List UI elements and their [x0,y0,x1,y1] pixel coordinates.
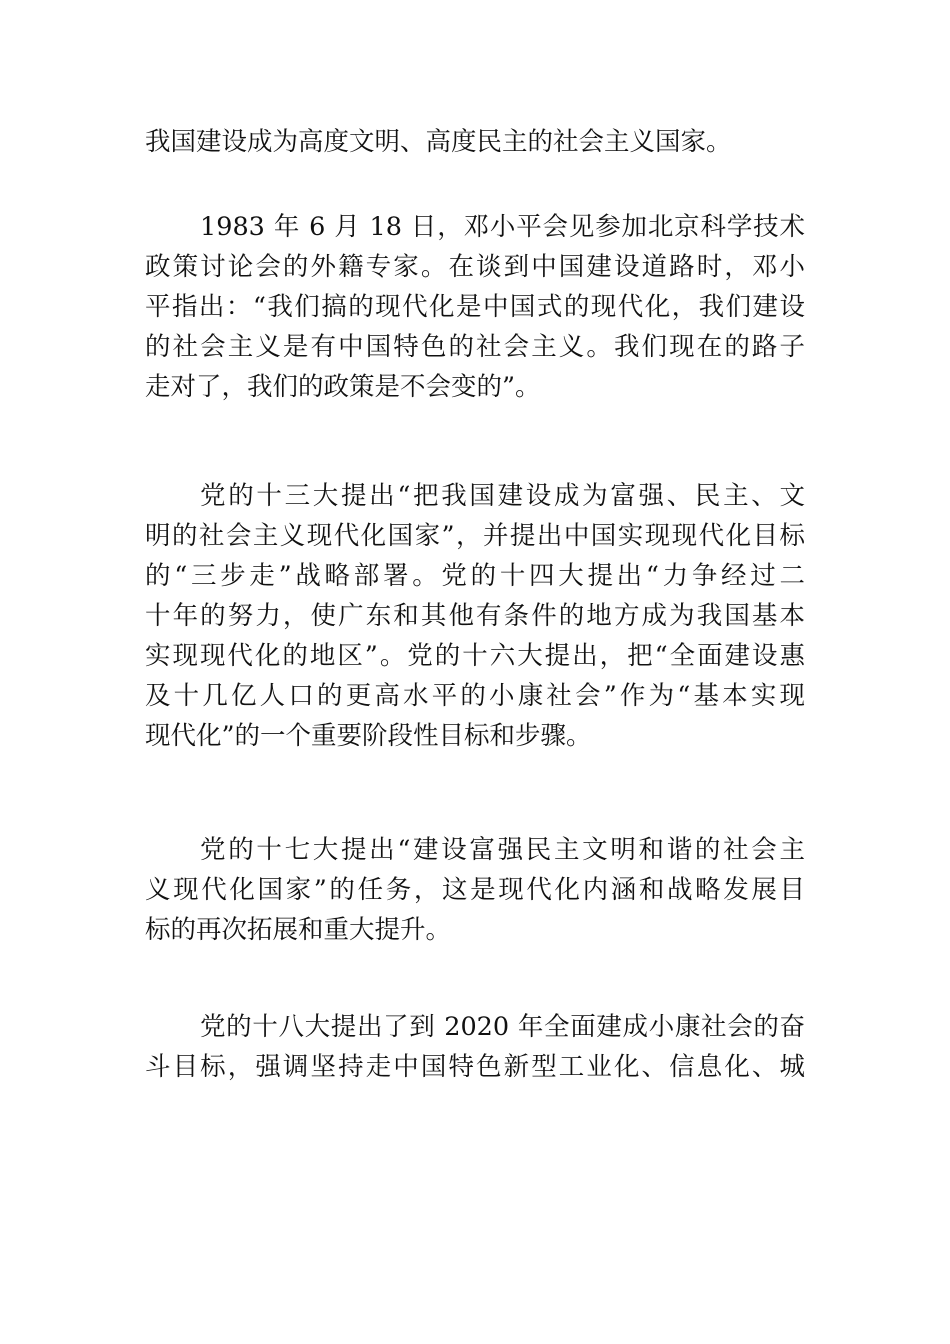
paragraph-4-line-3: 标的再次拓展和重大提升。 [145,915,452,945]
paragraph-2-line-2: 政策讨论会的外籍专家。在谈到中国建设道路时，邓小 [145,252,805,282]
paragraph-3-line-1: 党的十三大提出“把我国建设成为富强、民主、文 [200,481,805,511]
paragraph-1-line-1: 我国建设成为高度文明、高度民主的社会主义国家。 [145,127,732,157]
paragraph-2-line-3: 平指出：“我们搞的现代化是中国式的现代化，我们建设 [145,292,805,322]
paragraph-5-line-1: 党的十八大提出了到 2020 年全面建成小康社会的奋 [200,1012,805,1042]
paragraph-3-line-4: 十年的努力，使广东和其他有条件的地方成为我国基本 [145,601,805,631]
paragraph-2 [145,207,805,407]
paragraph-3-line-5: 实现现代化的地区”。党的十六大提出，把“全面建设惠 [145,641,805,671]
paragraph-3-line-7: 现代化”的一个重要阶段性目标和步骤。 [145,721,592,751]
paragraph-2-line-1: 1983 年 6 月 18 日，邓小平会见参加北京科学技术 [200,212,805,242]
paragraph-3-line-2: 明的社会主义现代化国家”，并提出中国实现现代化目标 [145,521,805,551]
paragraph-1 [145,122,805,162]
paragraph-3-line-3: 的“三步走”战略部署。党的十四大提出“力争经过二 [145,561,805,591]
paragraph-2-line-4: 的社会主义是有中国特色的社会主义。我们现在的路子 [145,332,805,362]
paragraph-3-line-6: 及十几亿人口的更高水平的小康社会”作为“基本实现 [145,681,805,711]
paragraph-5-line-2: 斗目标，强调坚持走中国特色新型工业化、信息化、城 [145,1052,805,1082]
paragraph-4-line-1: 党的十七大提出“建设富强民主文明和谐的社会主 [200,835,805,865]
paragraph-4 [145,830,805,950]
paragraph-2-line-5: 走对了，我们的政策是不会变的”。 [145,372,541,402]
paragraph-3 [145,476,805,756]
paragraph-4-line-2: 义现代化国家”的任务，这是现代化内涵和战略发展目 [145,875,805,905]
paragraph-5 [145,1007,805,1087]
